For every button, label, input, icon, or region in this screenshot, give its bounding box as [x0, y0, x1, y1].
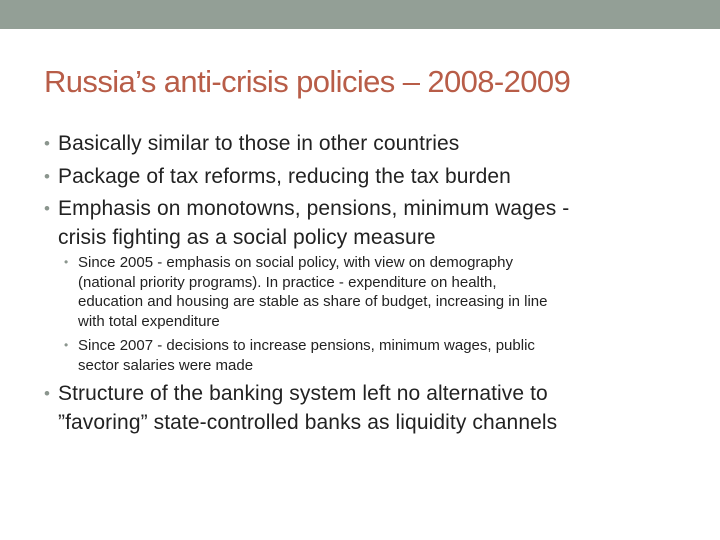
- bullet-monotowns-emphasis: [44, 194, 569, 252]
- subbullet-since-2007: [64, 336, 535, 375]
- bullet-text-line: education and housing are stable as share of budget, increasing in line: [78, 293, 548, 310]
- bullet-marker-icon: •: [44, 199, 51, 218]
- bullet-marker-icon: •: [64, 338, 69, 352]
- bullet-text-line: Structure of the banking system left no alternative to: [58, 382, 548, 405]
- bullet-text-line: Basically similar to those in other countries: [58, 132, 460, 155]
- subbullet-since-2005: [64, 253, 548, 331]
- bullet-text-line: Since 2005 - emphasis on social policy, with view on demography: [78, 254, 513, 271]
- bullet-marker-icon: •: [44, 167, 51, 186]
- bullet-marker-icon: •: [64, 255, 69, 269]
- bullet-text-line: (national priority programs). In practice - expenditure on health,: [78, 273, 497, 291]
- bullet-text-line: crisis fighting as a social policy measure: [58, 226, 436, 249]
- bullet-text-line: ”favoring” state-controlled banks as liquidity channels: [58, 411, 558, 434]
- bullet-text-line: Since 2007 - decisions to increase pensions, minimum wages, public: [78, 337, 535, 354]
- bullet-text-line: Emphasis on monotowns, pensions, minimum wages -: [58, 197, 570, 220]
- slide-title: Russia’s anti-crisis policies – 2008-2009: [44, 64, 571, 99]
- bullet-marker-icon: •: [44, 384, 51, 403]
- bullet-banking-system: [44, 379, 557, 437]
- bullet-marker-icon: •: [44, 134, 51, 153]
- bullet-similar-to-other-countries: [44, 129, 459, 158]
- bullet-tax-reforms: [44, 162, 511, 191]
- bullet-text-line: Package of tax reforms, reducing the tax burden: [58, 165, 511, 188]
- bullet-text-line: with total expenditure: [78, 312, 220, 330]
- top-decorative-band: [0, 0, 720, 29]
- bullet-text-line: sector salaries were made: [78, 356, 254, 374]
